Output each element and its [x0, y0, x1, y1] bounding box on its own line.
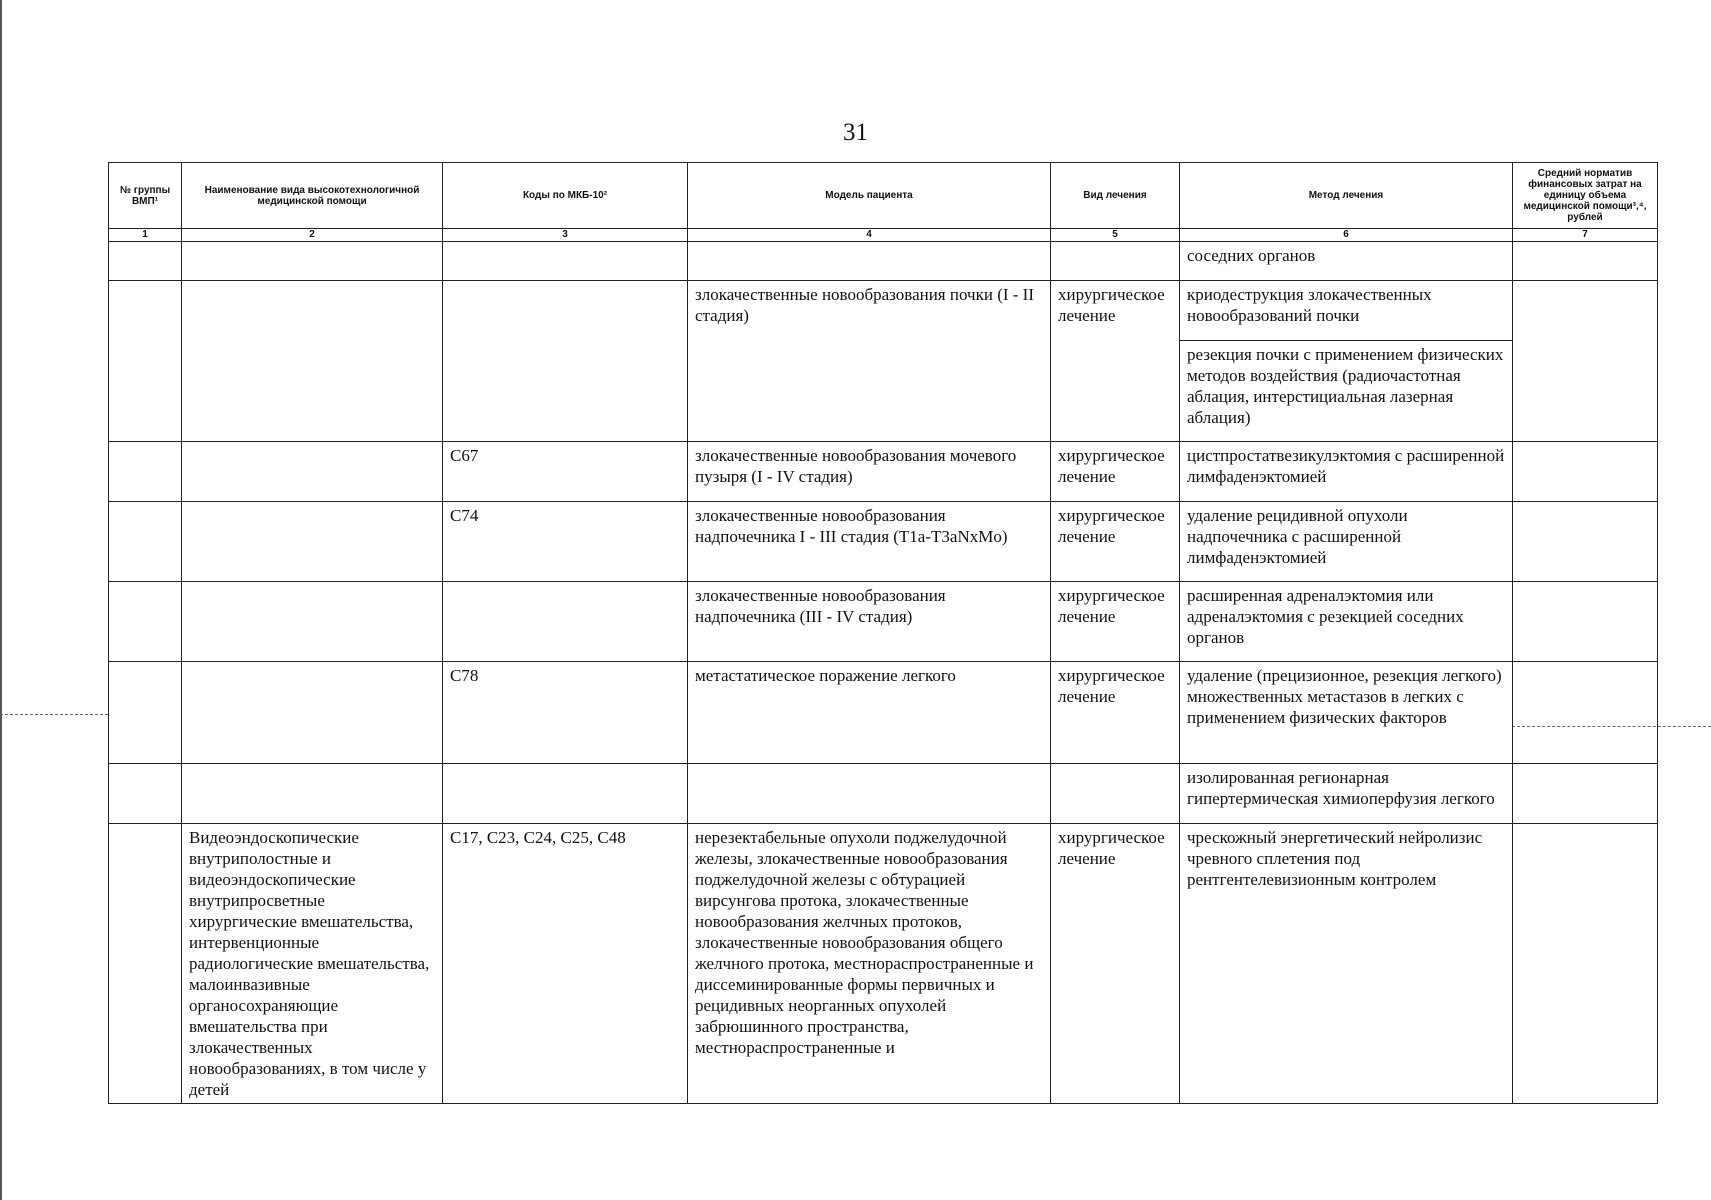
- cell-patient-model: злокачественные новообразования почки (I - II стадия): [688, 281, 1051, 442]
- cell-treatment-method: расширенная адреналэктомия или адреналэктомия с резекцией соседних органов: [1180, 582, 1513, 662]
- cell-patient-model: злокачественные новообразования мочевого пузыря (I - IV стадия): [688, 442, 1051, 502]
- cell-cost-norm: [1513, 764, 1658, 824]
- header-cost-norm: Средний норматив финансовых затрат на единицу объема медицинской помощи³,⁴, рублей: [1513, 163, 1658, 229]
- cell-care-type: [182, 442, 443, 502]
- cell-group-number: [109, 582, 182, 662]
- cell-group-number: [109, 824, 182, 1104]
- cell-cost-norm: [1513, 662, 1658, 764]
- header-group-number: № группы ВМП¹: [109, 163, 182, 229]
- cell-icd-codes: [443, 582, 688, 662]
- cell-cost-norm: [1513, 242, 1658, 281]
- cell-care-type: Видеоэндоскопические внутриполостные и видеоэндоскопические внутрипросветные хирургические вмешательства, интервенционные радиологические вмешательства, малоинвазивные органосохраняющие вмешательства при злокачественных новообразованиях, в том числе у детей: [182, 824, 443, 1104]
- header-care-type: Наименование вида высокотехнологичной медицинской помощи: [182, 163, 443, 229]
- table-row: [109, 824, 1658, 1104]
- vmp-table: [108, 162, 1658, 1104]
- cell-cost-norm: [1513, 442, 1658, 502]
- cell-treatment-type: хирургическое лечение: [1051, 824, 1180, 1104]
- cell-cost-norm: [1513, 582, 1658, 662]
- cell-group-number: [109, 764, 182, 824]
- header-patient-model: Модель пациента: [688, 163, 1051, 229]
- column-number: 3: [443, 229, 688, 242]
- header-icd-codes: Коды по МКБ-10²: [443, 163, 688, 229]
- cell-cost-norm: [1513, 502, 1658, 582]
- column-number: 7: [1513, 229, 1658, 242]
- cell-care-type: [182, 502, 443, 582]
- page-number: 31: [843, 119, 868, 146]
- column-number: 1: [109, 229, 182, 242]
- cell-group-number: [109, 662, 182, 764]
- scan-left-edge: [0, 0, 2, 1200]
- cell-treatment-type: хирургическое лечение: [1051, 662, 1180, 764]
- cell-treatment-type: хирургическое лечение: [1051, 502, 1180, 582]
- cell-care-type: [182, 662, 443, 764]
- table-row: [109, 442, 1658, 502]
- header-treatment-method: Метод лечения: [1180, 163, 1513, 229]
- cell-care-type: [182, 582, 443, 662]
- table-row: [109, 764, 1658, 824]
- header-treatment-type: Вид лечения: [1051, 163, 1180, 229]
- cell-icd-codes: [443, 764, 688, 824]
- cell-group-number: [109, 242, 182, 281]
- cell-group-number: [109, 442, 182, 502]
- header-row: [109, 163, 1658, 229]
- cell-icd-codes: [443, 242, 688, 281]
- cell-treatment-type: [1051, 764, 1180, 824]
- cell-treatment-type: [1051, 242, 1180, 281]
- cell-treatment-method: криодеструкция злокачественных новообразований почки: [1180, 281, 1513, 341]
- cell-care-type: [182, 764, 443, 824]
- cell-patient-model: злокачественные новообразования надпочечника I - III стадия (T1a-T3aNxMo): [688, 502, 1051, 582]
- table-row: [109, 582, 1658, 662]
- cell-patient-model: нерезектабельные опухоли поджелудочной железы, злокачественные новообразования поджелудочной железы с обтурацией вирсунгова протока, злокачественные новообразования желчных протоков, злокачественные новообразования общего желчного протока, местнораспространенные и диссеминированные формы первичных и рецидивных неорганных опухолей забрюшинного пространства, местнораспространенные и: [688, 824, 1051, 1104]
- cell-icd-codes: C74: [443, 502, 688, 582]
- cell-patient-model: метастатическое поражение легкого: [688, 662, 1051, 764]
- cell-patient-model: [688, 242, 1051, 281]
- cell-group-number: [109, 502, 182, 582]
- table-row: [109, 281, 1658, 341]
- cell-treatment-type: хирургическое лечение: [1051, 582, 1180, 662]
- column-number: 4: [688, 229, 1051, 242]
- cell-treatment-method: соседних органов: [1180, 242, 1513, 281]
- cell-icd-codes: C67: [443, 442, 688, 502]
- table-row: [109, 242, 1658, 281]
- cell-patient-model: злокачественные новообразования надпочечника (III - IV стадия): [688, 582, 1051, 662]
- cell-icd-codes: C17, C23, C24, C25, C48: [443, 824, 688, 1104]
- cell-care-type: [182, 242, 443, 281]
- column-number: 2: [182, 229, 443, 242]
- cell-care-type: [182, 281, 443, 442]
- column-number: 6: [1180, 229, 1513, 242]
- cell-treatment-method: изолированная регионарная гипертермическая химиоперфузия легкого: [1180, 764, 1513, 824]
- cell-treatment-type: хирургическое лечение: [1051, 281, 1180, 442]
- cell-treatment-method: чрескожный энергетический нейролизис чревного сплетения под рентгентелевизионным контролем: [1180, 824, 1513, 1104]
- cell-treatment-method: удаление (прецизионное, резекция легкого) множественных метастазов в легких с применением физических факторов: [1180, 662, 1513, 764]
- column-number: 5: [1051, 229, 1180, 242]
- cell-icd-codes: C78: [443, 662, 688, 764]
- cell-cost-norm: [1513, 824, 1658, 1104]
- cell-patient-model: [688, 764, 1051, 824]
- cell-treatment-type: хирургическое лечение: [1051, 442, 1180, 502]
- scan-artifact-line: [0, 714, 108, 715]
- cell-treatment-method: удаление рецидивной опухоли надпочечника с расширенной лимфаденэктомией: [1180, 502, 1513, 582]
- cell-icd-codes: [443, 281, 688, 442]
- column-number-row: [109, 229, 1658, 242]
- cell-group-number: [109, 281, 182, 442]
- cell-treatment-method: цистпростатвезикулэктомия с расширенной лимфаденэктомией: [1180, 442, 1513, 502]
- table-row: [109, 502, 1658, 582]
- cell-cost-norm: [1513, 281, 1658, 442]
- table-row: [109, 662, 1658, 764]
- cell-treatment-method: резекция почки с применением физических методов воздействия (радиочастотная аблация, интерстициальная лазерная аблация): [1180, 341, 1513, 442]
